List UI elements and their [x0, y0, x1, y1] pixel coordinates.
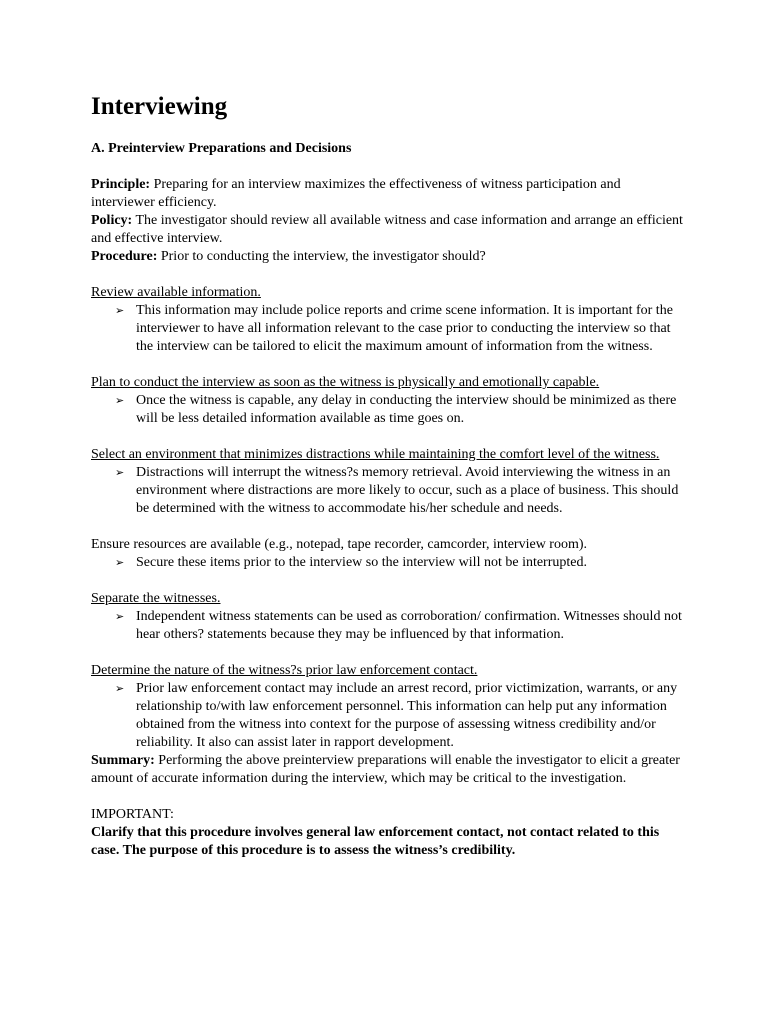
- principle-text: Preparing for an interview maximizes the effectiveness of witness participation and interviewer efficiency.: [91, 177, 621, 210]
- step-bullet: [91, 680, 686, 752]
- section-title: A. Preinterview Preparations and Decisions: [91, 141, 352, 156]
- document-title: Interviewing: [91, 93, 228, 120]
- principle-paragraph: [91, 176, 686, 212]
- step-bullet-text: Once the witness is capable, any delay in conducting the interview should be minimized as there will be less detailed information available as time goes on.: [136, 393, 677, 426]
- step-heading: Ensure resources are available (e.g., notepad, tape recorder, camcorder, interview room).: [91, 537, 588, 552]
- step-bullet: [91, 554, 686, 572]
- step-heading: Separate the witnesses.: [91, 591, 221, 606]
- policy-label: Policy:: [91, 213, 133, 228]
- important-text: Clarify that this procedure involves general law enforcement contact, not contact related to this case. The purpose of this procedure is to assess the witness’s credibility.: [91, 825, 660, 858]
- step-bullet-text: This information may include police reports and crime scene information. It is important for the interviewer to have all information relevant to the case prior to conducting the interview so that the interview can be tailored to elicit the maximum amount of information from the witness.: [136, 303, 673, 354]
- procedure-label: Procedure:: [91, 249, 158, 264]
- step-bullet: [91, 392, 686, 428]
- summary-paragraph: [91, 752, 686, 788]
- step-bullet-text: Independent witness statements can be used as corroboration/ confirmation. Witnesses should not hear others? statements because they may be influenced by that information.: [136, 609, 682, 642]
- step-bullet-text: Distractions will interrupt the witness?s memory retrieval. Avoid interviewing the witness in an environment where distractions are more likely to occur, such as a place of business. This should be determined with the witness to accommodate his/her schedule and needs.: [136, 465, 679, 516]
- step-separate-witnesses: [91, 590, 686, 644]
- summary-label: Summary:: [91, 753, 155, 768]
- step-prior-contact: [91, 662, 686, 752]
- arrow-bullet-icon: ➢: [115, 466, 125, 479]
- step-bullet: [91, 464, 686, 518]
- step-bullet-text: Secure these items prior to the interview so the interview will not be interrupted.: [136, 555, 587, 570]
- step-bullet: [91, 608, 686, 644]
- arrow-bullet-icon: ➢: [115, 610, 125, 623]
- arrow-bullet-icon: ➢: [115, 682, 125, 695]
- step-review-information: [91, 284, 686, 356]
- step-heading: Plan to conduct the interview as soon as the witness is physically and emotionally capable.: [91, 375, 600, 390]
- arrow-bullet-icon: ➢: [115, 394, 125, 407]
- important-label: IMPORTANT:: [91, 807, 174, 822]
- step-bullet-text: Prior law enforcement contact may include an arrest record, prior victimization, warrants, or any relationship to/with law enforcement personnel. This information can help put any information obtained from the witness into context for the purpose of assessing witness credibility and/or reliability. It also can assist later in rapport development.: [136, 681, 678, 750]
- summary-text: Performing the above preinterview preparations will enable the investigator to elicit a greater amount of accurate information during the interview, which may be critical to the investigation.: [91, 753, 680, 786]
- step-select-environment: [91, 446, 686, 518]
- policy-paragraph: [91, 212, 686, 248]
- step-plan-interview: [91, 374, 686, 428]
- arrow-bullet-icon: ➢: [115, 304, 125, 317]
- step-ensure-resources: [91, 536, 686, 572]
- step-heading: Determine the nature of the witness?s prior law enforcement contact.: [91, 663, 478, 678]
- document-page: [91, 92, 686, 860]
- policy-text: The investigator should review all available witness and case information and arrange an efficient and effective interview.: [91, 213, 683, 246]
- arrow-bullet-icon: ➢: [115, 556, 125, 569]
- step-heading: Select an environment that minimizes distractions while maintaining the comfort level of the witness.: [91, 447, 660, 462]
- procedure-paragraph: [91, 248, 686, 266]
- procedure-text: Prior to conducting the interview, the investigator should?: [157, 249, 486, 264]
- principle-label: Principle:: [91, 177, 151, 192]
- step-heading: Review available information.: [91, 285, 261, 300]
- step-bullet: [91, 302, 686, 356]
